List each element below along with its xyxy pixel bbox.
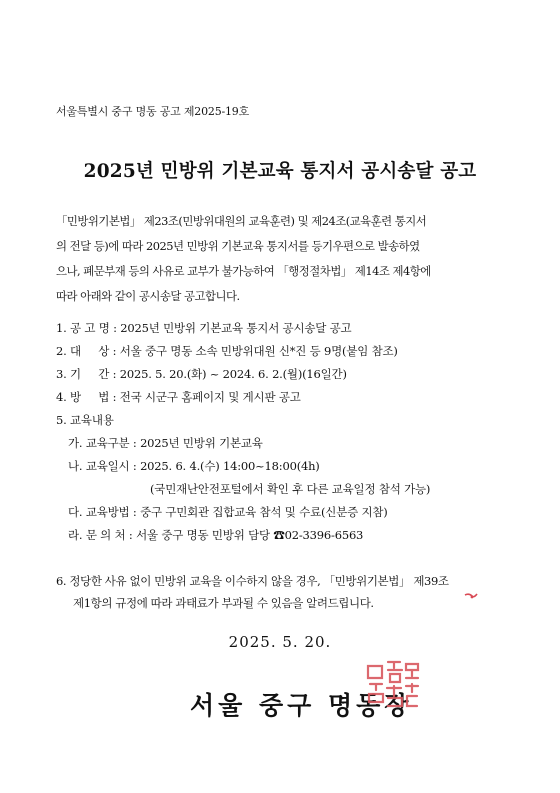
- notice-title: 2025년 민방위 기본교육 통지서 공시송달 공고: [83, 161, 477, 182]
- edu-label: 다. 교육방법 :: [68, 505, 137, 519]
- edu-value: 2025. 6. 4.(수) 14:00~18:00(4h): [140, 459, 320, 473]
- edu-label: 나. 교육일시 :: [68, 459, 137, 473]
- item-target: [56, 343, 398, 359]
- edu-datetime-note: [150, 481, 430, 497]
- item-label: 3. 기 간 :: [56, 367, 117, 381]
- intro-line: 「민방위기본법」 제23조(민방위대원의 교육훈련) 및 제24조(교육훈련 통지서: [56, 214, 427, 228]
- item-value: 서울 중구 명동 소속 민방위대원 신*진 등 9명(붙임 참조): [119, 344, 398, 358]
- edu-value: 중구 구민회관 집합교육 참석 및 수료(신분증 지참): [140, 505, 388, 519]
- item-label: 1. 공 고 명 :: [56, 321, 117, 335]
- edu-category: [68, 435, 263, 451]
- edu-contact: [68, 527, 363, 543]
- item-period: [56, 366, 347, 382]
- edu-label: 가. 교육구분 :: [68, 436, 137, 450]
- intro-line: 으나, 폐문부재 등의 사유로 교부가 불가능하여 「행정절차법」 제14조 제4항에: [56, 264, 431, 278]
- edu-value: 서울 중구 명동 민방위 담당 ☎02-3396-6563: [136, 528, 364, 542]
- item-value: 전국 시군구 홈페이지 및 게시판 공고: [119, 390, 301, 404]
- penalty-notice: [56, 570, 449, 614]
- edu-label: 라. 문 의 처 :: [68, 528, 133, 542]
- notice-date: 2025. 5. 20.: [228, 633, 332, 651]
- item-label: 5. 교육내용: [56, 413, 114, 427]
- item-notice-name: [56, 320, 351, 336]
- item-method: [56, 389, 301, 405]
- notice-number: 서울특별시 중구 명동 공고 제2025-19호: [56, 105, 250, 118]
- item-education-content: [56, 412, 114, 428]
- edu-method: [68, 504, 388, 520]
- penalty-line-2: 제1항의 규정에 따라 과태료가 부과될 수 있음을 알려드립니다.: [73, 596, 374, 610]
- small-red-mark-icon: [464, 592, 478, 600]
- edu-note: (국민재난안전포털에서 확인 후 다른 교육일정 참석 가능): [150, 482, 431, 496]
- item-value: 2025. 5. 20.(화) ~ 2024. 6. 2.(월)(16일간): [119, 367, 347, 381]
- signer-name: 서울 중구 명동장: [190, 691, 413, 720]
- edu-value: 2025년 민방위 기본교육: [140, 436, 263, 450]
- item-label: 4. 방 법 :: [56, 390, 117, 404]
- official-seal-icon: [364, 656, 422, 714]
- item-value: 2025년 민방위 기본교육 통지서 공시송달 공고: [120, 321, 352, 335]
- item-label: 2. 대 상 :: [56, 344, 117, 358]
- intro-paragraph: [56, 209, 511, 309]
- penalty-line-1: 6. 정당한 사유 없이 민방위 교육을 이수하지 않을 경우, 「민방위기본법」 제39조: [56, 574, 449, 588]
- intro-line: 의 전달 등)에 따라 2025년 민방위 기본교육 통지서를 등기우편으로 발송하였: [56, 239, 420, 253]
- intro-line: 따라 아래와 같이 공시송달 공고합니다.: [56, 289, 240, 303]
- edu-datetime: [68, 458, 320, 474]
